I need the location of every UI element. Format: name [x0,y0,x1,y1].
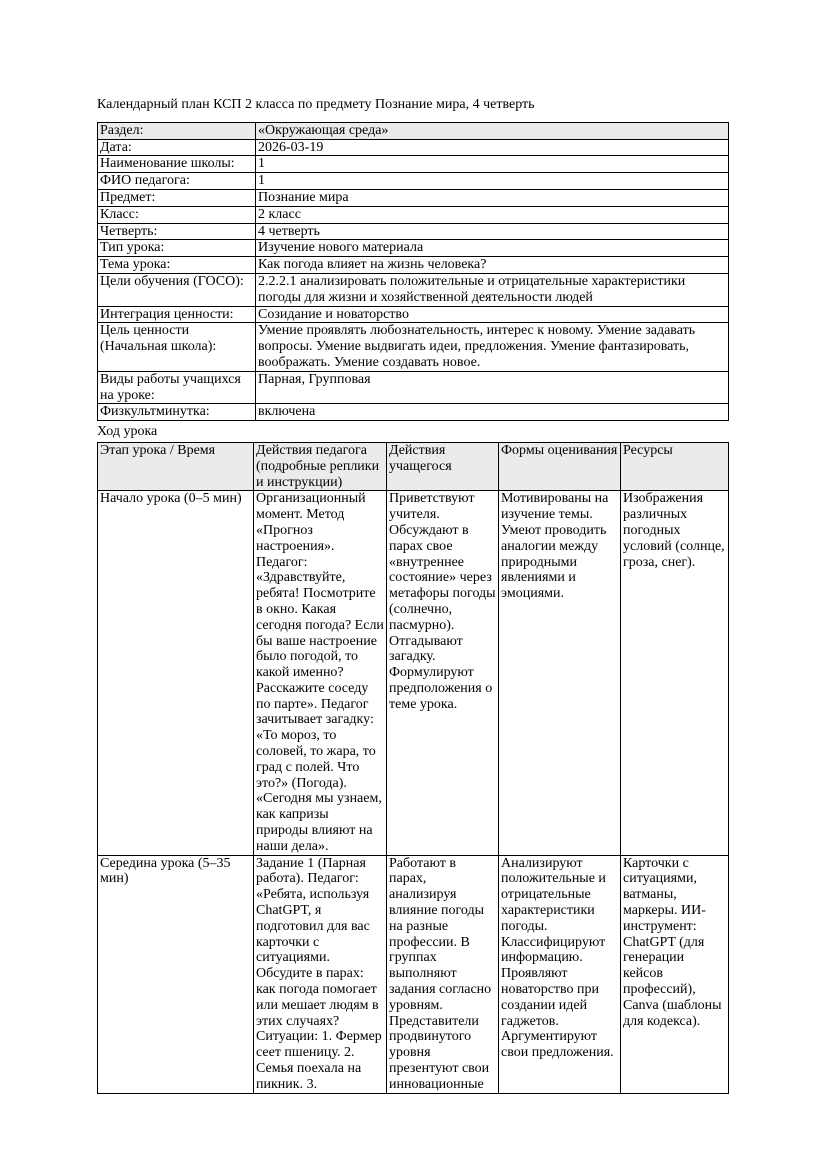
info-value: Как погода влияет на жизнь человека? [256,257,729,274]
info-label: ФИО педагога: [98,173,256,190]
info-label: Цели обучения (ГОСО): [98,273,256,306]
lesson-info-table [97,122,729,421]
info-row [98,189,729,206]
lesson-stages-table [97,442,729,1094]
column-header-stage: Этап урока / Время [98,442,254,490]
teacher-actions-cell: Задание 1 (Парная работа). Педагог: «Ребята, используя ChatGPT, я подготовил для вас карточки с ситуациями. Обсудите в парах: как погода помогает или мешает людям в этих случаях? Ситуации: 1. Фермер сеет пшеницу. 2. Семья поехала на пикник. 3. [254,855,387,1093]
column-header-student-actions: Действия учащегося [387,442,499,490]
page-content [97,97,728,1094]
info-value: Умение проявлять любознательность, интерес к новому. Умение задавать вопросы. Умение выдвигать идеи, предложения. Умение фантазировать, воображать. Умение создавать новое. [256,323,729,371]
teacher-actions-cell: Организационный момент. Метод «Прогноз настроения». Педагог: «Здравствуйте, ребята! Посмотрите в окно. Какая сегодня погода? Если бы ваше настроение было погодой, то какой именно? Расскажите соседу по парте». Педагог зачитывает загадку: «То мороз, то соловей, то жара, то град с полей. Что это?» (Погода). «Сегодня мы узнаем, как капризы природы влияют на наши дела». [254,491,387,855]
info-row [98,306,729,323]
column-header-assessment: Формы оценивания [499,442,621,490]
info-row [98,404,729,421]
info-label: Четверть: [98,223,256,240]
lesson-table-header-row [98,442,729,490]
info-value: «Окружающая среда» [256,122,729,139]
info-value: 1 [256,173,729,190]
info-row [98,273,729,306]
info-value: 2026-03-19 [256,139,729,156]
info-row [98,173,729,190]
info-row [98,139,729,156]
info-row [98,371,729,404]
info-label: Раздел: [98,122,256,139]
info-label: Цель ценности (Начальная школа): [98,323,256,371]
stage-cell: Начало урока (0–5 мин) [98,491,254,855]
student-actions-cell: Работают в парах, анализируя влияние погоды на разные профессии. В группах выполняют задания согласно уровням. Представители продвинутого уровня презентуют свои инновационные [387,855,499,1093]
info-value: Познание мира [256,189,729,206]
info-value: Парная, Групповая [256,371,729,404]
info-value: 2 класс [256,206,729,223]
info-row [98,223,729,240]
info-label: Тип урока: [98,240,256,257]
resources-cell: Изображения различных погодных условий (солнце, гроза, снег). [621,491,729,855]
info-row [98,122,729,139]
info-label: Физкультминутка: [98,404,256,421]
info-label: Наименование школы: [98,156,256,173]
info-label: Предмет: [98,189,256,206]
resources-cell: Карточки с ситуациями, ватманы, маркеры. ИИ-инструмент: ChatGPT (для генерации кейсов профессий), Canva (шаблоны для кодекса). [621,855,729,1093]
lesson-stage-row [98,855,729,1093]
info-label: Тема урока: [98,257,256,274]
info-label: Класс: [98,206,256,223]
assessment-cell: Анализируют положительные и отрицательные характеристики погоды. Классифицируют информацию. Проявляют новаторство при создании идей гаджетов. Аргументируют свои предложения. [499,855,621,1093]
document-title: Календарный план КСП 2 класса по предмету Познание мира, 4 четверть [97,97,535,112]
info-value: Изучение нового материала [256,240,729,257]
column-header-teacher-actions: Действия педагога (подробные реплики и инструкции) [254,442,387,490]
info-value: включена [256,404,729,421]
info-row [98,156,729,173]
info-row [98,240,729,257]
section-heading: Ход урока [97,424,158,440]
info-value: 2.2.2.1 анализировать положительные и отрицательные характеристики погоды для жизни и хозяйственной деятельности людей [256,273,729,306]
student-actions-cell: Приветствуют учителя. Обсуждают в парах свое «внутреннее состояние» через метафоры погоды (солнечно, пасмурно). Отгадывают загадку. Формулируют предположения о теме урока. [387,491,499,855]
info-label: Интеграция ценности: [98,306,256,323]
column-header-resources: Ресурсы [621,442,729,490]
info-value: 4 четверть [256,223,729,240]
info-label: Дата: [98,139,256,156]
info-row [98,206,729,223]
stage-cell: Середина урока (5–35 мин) [98,855,254,1093]
info-label: Виды работы учащихся на уроке: [98,371,256,404]
info-value: 1 [256,156,729,173]
info-row [98,257,729,274]
assessment-cell: Мотивированы на изучение темы. Умеют проводить аналогии между природными явлениями и эмоциями. [499,491,621,855]
info-value: Созидание и новаторство [256,306,729,323]
lesson-stage-row [98,491,729,855]
info-row [98,323,729,371]
